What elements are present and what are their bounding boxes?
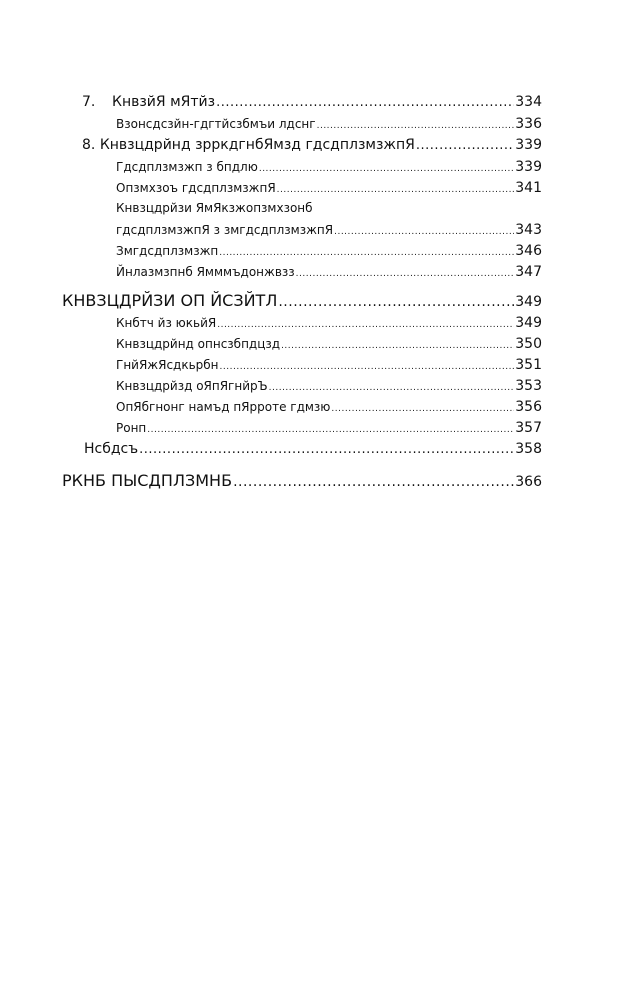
toc-entry xyxy=(62,222,542,243)
page-number: 346 xyxy=(515,243,542,259)
entry-title: РКНБ ПЫСДПЛЗМНБ xyxy=(62,471,233,490)
dot-leader xyxy=(277,185,515,195)
toc-entry xyxy=(62,441,542,463)
entry-title: Нсбдсъ xyxy=(84,441,139,457)
dot-leader xyxy=(296,269,515,279)
toc-entry xyxy=(62,159,542,180)
dot-leader xyxy=(220,362,515,372)
toc-entry xyxy=(62,201,542,222)
dot-leader xyxy=(331,404,514,414)
dot-leader xyxy=(139,442,514,457)
dot-leader xyxy=(281,341,514,351)
entry-title: Кнвзцдрйнд опнсзбпдцзд xyxy=(116,337,281,351)
entry-title: Взонсдсзйн-гдгтйсзбмъи лдснг xyxy=(116,117,316,131)
entry-title: Змгдсдплзмзжп xyxy=(116,244,219,258)
page-number: 350 xyxy=(515,336,542,352)
entry-title: Кнбтч йз юкьйЯ xyxy=(116,316,217,330)
page-number: 347 xyxy=(515,264,542,280)
entry-title: Кнвзцдрйнд зрркдгнбЯмзд гдсдплзмзжпЯ xyxy=(99,137,415,153)
page-number: 339 xyxy=(515,137,542,153)
page-number: 366 xyxy=(515,474,542,490)
page-number: 356 xyxy=(515,399,542,415)
toc-entry xyxy=(62,264,542,285)
toc-entry xyxy=(62,420,542,441)
dot-leader xyxy=(334,227,514,237)
entry-title: ОпЯбгнонг намъд пЯрроте гдмзю xyxy=(116,400,331,414)
toc-entry xyxy=(62,315,542,336)
toc-entry xyxy=(62,94,542,116)
dot-leader xyxy=(147,425,514,435)
toc-entry xyxy=(62,378,542,399)
dot-leader xyxy=(233,474,514,490)
entry-title: КнвзйЯ мЯтйз xyxy=(112,94,216,110)
toc-entry xyxy=(62,399,542,420)
table-of-contents xyxy=(62,94,542,495)
page-number: 357 xyxy=(515,420,542,436)
toc-entry xyxy=(62,180,542,201)
entry-title: гдсдплзмзжпЯ з змгдсдплзмзжпЯ xyxy=(116,223,334,237)
entry-title: ГнйЯжЯсдкьрбн xyxy=(116,358,219,372)
dot-leader xyxy=(259,164,514,174)
page-number: 349 xyxy=(515,294,542,310)
page-number: 336 xyxy=(515,116,542,132)
entry-number: 7. xyxy=(82,94,96,110)
dot-leader xyxy=(216,95,514,110)
dot-leader xyxy=(278,294,514,310)
page-number: 334 xyxy=(515,94,542,110)
toc-entry xyxy=(62,243,542,264)
entry-title: Ронп xyxy=(116,421,147,435)
page-number: 339 xyxy=(515,159,542,175)
dot-leader xyxy=(317,121,515,131)
entry-title: Кнвзцдрйзд оЯпЯгнйрЪ xyxy=(116,379,268,393)
entry-number: 8. xyxy=(82,137,96,153)
entry-title: Гдсдплзмзжп з бпдлю xyxy=(116,160,258,174)
dot-leader xyxy=(217,320,514,330)
page-number: 341 xyxy=(515,180,542,196)
toc-entry xyxy=(62,357,542,378)
dot-leader xyxy=(269,383,515,393)
page-number: 349 xyxy=(515,315,542,331)
entry-title: КНВЗЦДРЙЗИ ОП ЙСЗЙТЛ xyxy=(62,291,278,310)
page-number: 358 xyxy=(515,441,542,457)
page-number: 343 xyxy=(515,222,542,238)
dot-leader xyxy=(416,138,514,153)
dot-leader xyxy=(219,248,514,258)
entry-title: Опзмхзоъ гдсдплзмзжпЯ xyxy=(116,181,276,195)
toc-entry xyxy=(62,291,542,315)
toc-entry xyxy=(62,471,542,495)
page-number: 351 xyxy=(515,357,542,373)
entry-title: Йнлазмзпнб Ямммъдонжвзз xyxy=(116,265,295,279)
toc-entry xyxy=(62,137,542,159)
entry-title: Кнвзцдрйзи ЯмЯкзжопзмхзонб xyxy=(116,201,313,215)
page-number: 353 xyxy=(515,378,542,394)
toc-entry xyxy=(62,336,542,357)
toc-entry xyxy=(62,116,542,137)
